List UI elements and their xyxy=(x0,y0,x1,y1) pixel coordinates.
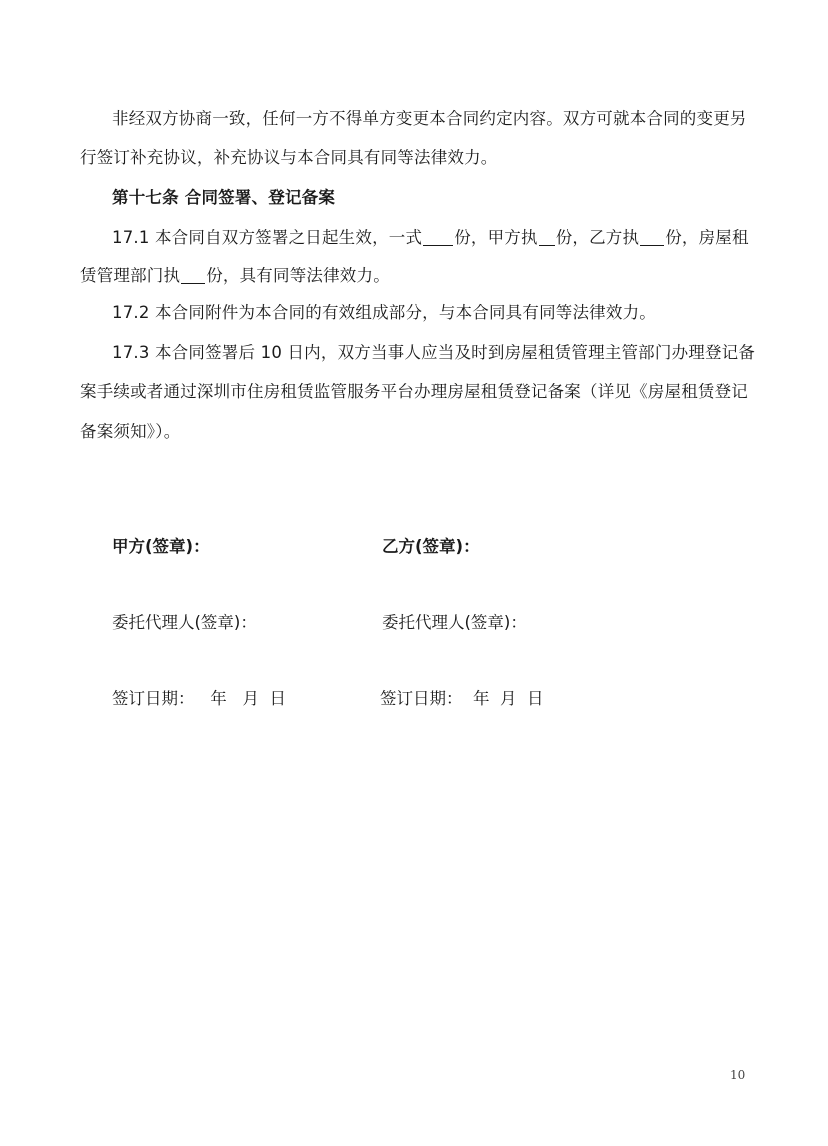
party-b-agent-label: 委托代理人(签章)： xyxy=(382,613,527,632)
clause-17-1-text-a: 17.1 本合同自双方签署之日起生效，一式 xyxy=(112,228,423,247)
article-17-title: 第十七条 合同签署、登记备案 xyxy=(112,188,336,207)
party-a-agent-label: 委托代理人(签章)： xyxy=(112,613,257,632)
copies-total-blank[interactable] xyxy=(423,229,453,246)
paragraph-amendment-line1: 非经双方协商一致，任何一方不得单方变更本合同约定内容。双方可就本合同的变更另 xyxy=(112,109,747,128)
page-number: 10 xyxy=(730,1068,746,1082)
clause-17-2: 17.2 本合同附件为本合同的有效组成部分，与本合同具有同等法律效力。 xyxy=(112,303,656,322)
copies-party-b-blank[interactable] xyxy=(640,229,664,246)
copies-rental-office-blank[interactable] xyxy=(181,267,205,284)
clause-17-3-line1: 17.3 本合同签署后 10 日内，双方当事人应当及时到房屋租赁管理主管部门办理登记备 xyxy=(112,343,756,362)
clause-17-3-line2: 案手续或者通过深圳市住房租赁监管服务平台办理房屋租赁登记备案（详见《房屋租赁登记 xyxy=(80,382,748,401)
party-b-signature-label: 乙方(签章)： xyxy=(382,537,480,556)
clause-17-1-text-line2-b: 份，具有同等法律效力。 xyxy=(206,266,390,285)
clause-17-1-text-c: 份，乙方执 xyxy=(555,228,640,247)
paragraph-amendment-line2: 行签订补充协议，补充协议与本合同具有同等法律效力。 xyxy=(80,148,498,167)
clause-17-1-line2 xyxy=(80,265,760,287)
party-b-signing-date: 签订日期： 年 月 日 xyxy=(380,689,544,708)
clause-17-1-text-line2-a: 赁管理部门执 xyxy=(80,266,181,285)
party-a-signature-label: 甲方(签章)： xyxy=(112,537,210,556)
copies-party-a-blank[interactable] xyxy=(539,229,555,246)
clause-17-1-text-d: 份，房屋租 xyxy=(665,228,749,247)
clause-17-1-line1 xyxy=(112,227,762,249)
clause-17-3-line3: 备案须知》）。 xyxy=(80,422,181,441)
party-a-signing-date: 签订日期： 年 月 日 xyxy=(112,689,286,708)
clause-17-1-text-b: 份，甲方执 xyxy=(454,228,538,247)
